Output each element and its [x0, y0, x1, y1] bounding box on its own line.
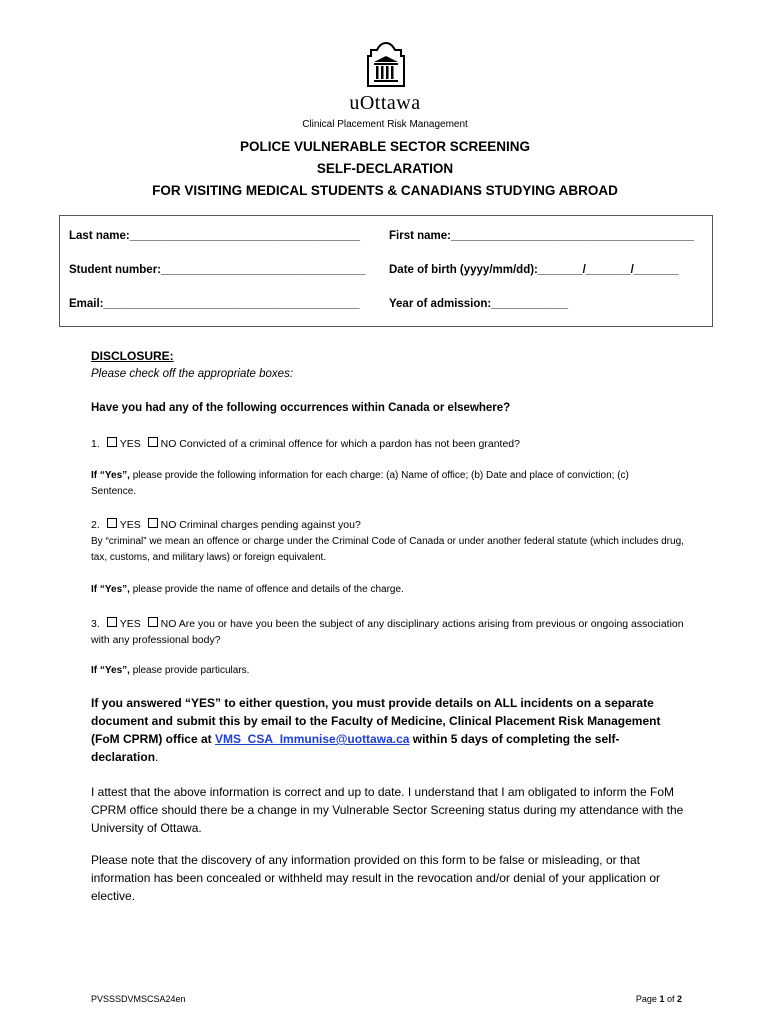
- student-number-field[interactable]: Student number:________________________________: [69, 264, 366, 276]
- false-information-note: Please note that the discovery of any information provided on this form to be false or misleading, or that information has been concealed or withheld may result in the revocation and/or denial of your application or elective.: [91, 853, 661, 903]
- year-of-admission-field[interactable]: Year of admission:____________: [389, 298, 569, 310]
- question-1: [91, 436, 691, 452]
- question-1-if-yes-text: please provide the following information for each charge: (a) Name of office; (b) Date and place of conviction; (c) Sentence.: [91, 470, 629, 497]
- question-3: [91, 616, 691, 648]
- page-prefix: Page: [635, 994, 660, 1004]
- question-1-yes-label: YES: [119, 438, 141, 450]
- question-2-yes-label: YES: [119, 519, 141, 531]
- question-2: [91, 517, 691, 533]
- page-number: [600, 994, 682, 1004]
- question-1-text: Convicted of a criminal offence for which a pardon has not been granted?: [179, 438, 520, 450]
- occurrences-question-heading: Have you had any of the following occurrences within Canada or elsewhere?: [91, 402, 511, 414]
- submission-instructions-part-1: If you answered “YES” to either question, you must provide details on ALL incidents on a separate document and submit this by email to the Faculty of Medicine, Clinical Placement Risk Management (FoM CPRM) office at: [91, 696, 661, 746]
- question-2-yes-checkbox[interactable]: [107, 518, 117, 528]
- email-field[interactable]: Email:________________________________________: [69, 298, 360, 310]
- submission-instructions: [91, 694, 681, 766]
- university-wordmark: uOttawa: [349, 92, 421, 114]
- submission-email-link[interactable]: VMS_CSA_Immunise@uottawa.ca: [215, 732, 410, 746]
- question-3-if-yes: [91, 663, 691, 679]
- question-2-if-yes-text: please provide the name of offence and details of the charge.: [132, 584, 404, 595]
- question-1-if-yes-label: If “Yes”,: [91, 470, 130, 481]
- question-2-if-yes-label: If “Yes”,: [91, 584, 130, 595]
- disclosure-instruction: Please check off the appropriate boxes:: [91, 368, 294, 380]
- question-3-text: Are you or have you been the subject of any disciplinary actions arising from previous or ongoing association with any professional body?: [91, 618, 684, 646]
- page-total: 2: [676, 994, 682, 1004]
- department-name: Clinical Placement Risk Management: [302, 119, 468, 130]
- submission-instructions-part-2: within 5 days of completing the self-declaration: [91, 732, 620, 764]
- question-1-number: 1.: [91, 438, 100, 450]
- question-2-if-yes: [91, 582, 691, 598]
- form-title-line-2: SELF-DECLARATION: [316, 161, 454, 176]
- first-name-field[interactable]: First name:______________________________________: [389, 230, 695, 242]
- submission-instructions-period: .: [155, 750, 159, 764]
- question-3-yes-label: YES: [119, 618, 141, 630]
- question-3-number: 3.: [91, 618, 100, 630]
- uottawa-logo-icon: [362, 40, 410, 92]
- question-3-no-checkbox[interactable]: [148, 617, 158, 627]
- question-3-if-yes-label: If “Yes”,: [91, 665, 130, 676]
- question-2-no-label: NO: [160, 519, 177, 531]
- student-info-box: [59, 215, 713, 327]
- question-2-text: Criminal charges pending against you?: [179, 519, 361, 531]
- question-1-if-yes: [91, 468, 661, 500]
- question-3-if-yes-text: please provide particulars.: [132, 665, 250, 676]
- question-1-yes-checkbox[interactable]: [107, 437, 117, 447]
- question-3-yes-checkbox[interactable]: [107, 617, 117, 627]
- question-2-number: 2.: [91, 519, 100, 531]
- page-current: 1: [659, 994, 665, 1004]
- form-title-line-1: POLICE VULNERABLE SECTOR SCREENING: [239, 139, 531, 154]
- criminal-definition: By “criminal” we mean an offence or charge under the Criminal Code of Canada or under another federal statute (which includes drug, tax, customs, and military laws) or foreign equivalent.: [91, 536, 684, 563]
- question-3-no-label: NO: [160, 618, 177, 630]
- page-middle: of: [664, 994, 677, 1004]
- date-of-birth-field[interactable]: Date of birth (yyyy/mm/dd):_______/_______/_______: [389, 264, 679, 276]
- question-1-no-label: NO: [160, 438, 177, 450]
- form-title-line-3: FOR VISITING MEDICAL STUDENTS & CANADIANS STUDYING ABROAD: [152, 183, 618, 198]
- disclosure-heading: DISCLOSURE:: [91, 349, 174, 363]
- attestation-text: I attest that the above information is correct and up to date. I understand that I am obligated to inform the FoM CPRM office should there be a change in my Vulnerable Sector Screening status during my attendance with the University of Ottawa.: [91, 785, 684, 835]
- form-code: PVSSSDVMSCSA24en: [91, 994, 186, 1004]
- question-2-no-checkbox[interactable]: [148, 518, 158, 528]
- question-1-no-checkbox[interactable]: [148, 437, 158, 447]
- last-name-field[interactable]: Last name:____________________________________: [69, 230, 360, 242]
